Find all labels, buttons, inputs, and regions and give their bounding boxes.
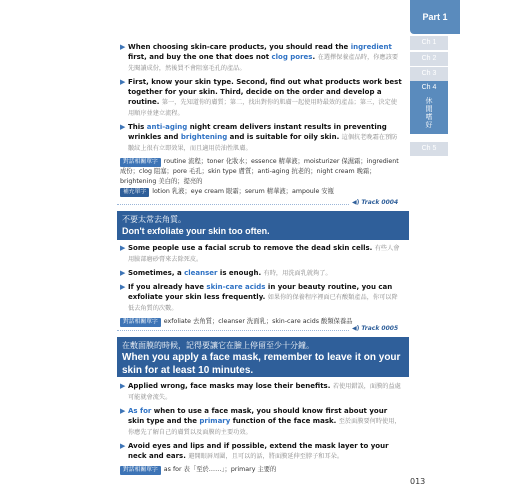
bullet-arrow-icon: ▶ [120, 442, 126, 450]
speaker-icon: ◀) [352, 325, 360, 332]
sentence-item: ▶ Applied wrong, face masks may lose their benefits. 若使用錯誤，面膜的益處可能就會流失。 [120, 382, 401, 401]
bullet-arrow-icon: ▶ [120, 123, 126, 131]
section-heading-band [117, 211, 409, 240]
part-tab: Part 1 [410, 0, 460, 34]
keyword: primary [199, 417, 231, 425]
vocab-box [120, 157, 403, 197]
sentence-item: ▶ Avoid eyes and lips and if possible, extend the mask layer to your neck and ears. 避開眼唇周圍，且可以的話，將面膜延伸至脖子和耳朵。 [120, 442, 389, 460]
keyword: brightening [180, 133, 228, 141]
bullet-arrow-icon: ▶ [120, 283, 126, 291]
extra-vocab-list: lotion 乳液；eye cream 眼霜；serum 精華液；ampoule 安瓶 [152, 188, 335, 195]
tab-ch2: Ch 2 [410, 52, 448, 66]
vocab-tag: 對話相關單字 [120, 466, 161, 475]
keyword: clog pores [271, 53, 313, 61]
translation: 有些人會用臉部磨砂膏來去除死皮。 [128, 245, 400, 263]
sentence-item: ▶ When choosing skin-care products, you should read the ingredient first, and buy the one that does not clog pores. 在選擇保養產品時，你應該要先閱讀成份，然後買不會阻塞毛孔的產品。 [120, 43, 399, 72]
translation: 第一，先知道你的膚質；第二，找出對你的肌膚一起使用時最效的產品；第三，決定使用順序並建立流程。 [128, 99, 397, 117]
audio-track-label[interactable]: ◀) Track 0005 [352, 325, 399, 332]
translation: 在選擇保養產品時，你應該要先閱讀成份，然後買不會阻塞毛孔的產品。 [128, 54, 399, 72]
vocab-tag: 對話相關單字 [120, 158, 161, 167]
bullet-arrow-icon: ▶ [120, 78, 126, 86]
sentence-item: ▶ Some people use a facial scrub to remove the dead skin cells. 有些人會用臉部磨砂膏來去除死皮。 [120, 244, 400, 263]
translation: 這個抗老晚霜在預防皺紋上很有立即效果，而且適用於油性肌膚。 [128, 134, 398, 152]
tab-ch1: Ch 1 [410, 36, 448, 50]
sentence-item: ▶ If you already have skin-care acids in your beauty routine, you can exfoliate your skin less frequently. 如果你的保養程序裡面已有酸類產品，你可以降低去角質的次數。 [120, 283, 398, 312]
heading-zh: 不要太常去角質。 [122, 215, 186, 224]
speaker-icon: ◀) [352, 199, 360, 206]
translation: 至於面膜要何時使用，你應先了解自己的膚質以及面膜的主要功效。 [128, 418, 401, 436]
keyword: skin-care acids [206, 283, 266, 291]
heading-zh: 在敷面膜的時候，記得要讓它在臉上停留至少十分鐘。 [122, 341, 314, 350]
vocab-box [120, 465, 403, 475]
tab-ch4: Ch 4 [410, 81, 448, 95]
content-column [120, 42, 403, 200]
tab-ch4-label [410, 94, 448, 134]
chapter-tabs [410, 0, 448, 500]
translation: 如果你的保養程序裡面已有酸類產品，你可以降低去角質的次數。 [128, 294, 398, 312]
keyword: cleanser [184, 269, 218, 277]
vocab-list: exfoliate 去角質；cleanser 洗面乳；skin-care acids 酸類保養品 [163, 318, 353, 325]
heading-en: When you apply a face mask, remember to leave it on your skin for at least 10 minutes. [122, 352, 401, 376]
bullet-arrow-icon: ▶ [120, 269, 126, 277]
tab-ch5: Ch 5 [410, 142, 448, 156]
bullet-arrow-icon: ▶ [120, 382, 126, 390]
bullet-arrow-icon: ▶ [120, 43, 126, 51]
keyword: anti-aging [146, 123, 188, 131]
sentence-item: ▶ First, know your skin type. Second, find out what products work best together for your skin. Third, decide on the order and develop a routine. 第一，先知道你的膚質；第二，找出對你的肌膚一起使用時最效的產品；第三，決定使用順序並建立流程。 [120, 78, 402, 117]
extra-vocab-tag: 補充單字 [120, 188, 149, 197]
keyword: ingredient [350, 43, 392, 51]
section-heading-band [117, 337, 409, 377]
vocab-list: as for 表「至於……」；primary 主要的 [163, 466, 277, 473]
sentence-item: ▶ As for when to use a face mask, you should know first about your skin type and the primary function of the face mask. 至於面膜要何時使用，你應先了解自己的膚質以及面膜的主要功效。 [120, 407, 401, 436]
divider [117, 204, 349, 205]
translation: 若使用錯誤，面膜的益處可能就會流失。 [128, 383, 401, 401]
vocab-tag: 對話相關單字 [120, 318, 161, 327]
section-1 [120, 42, 403, 197]
bullet-arrow-icon: ▶ [120, 407, 126, 415]
audio-track-label[interactable]: ◀) Track 0004 [352, 199, 399, 206]
section-2 [120, 243, 403, 330]
heading-en: Don't exfoliate your skin too often. [122, 226, 270, 236]
section-3 [120, 381, 403, 478]
sentence-item: ▶ Sometimes, a cleanser is enough. 有時，用洗面乳就夠了。 [120, 269, 332, 277]
vocab-list: routine 流程；toner 化妝水；essence 精華液；moisturizer 保濕霜；ingredient 成份；clog 阻塞；pore 毛孔；skin type 膚質；anti-aging 抗老的；night cream 晚霜；brightening 美白的；提亮的 [120, 158, 399, 185]
ch4-vertical-text: 休閒嗜好 [425, 97, 433, 129]
sentence-item: ▶ This anti-aging night cream delivers instant results in preventing wrinkles and brightening and is suitable for oily skin. 這個抗老晚霜在預防皺紋上很有立即效果，而且適用於油性肌膚。 [120, 123, 398, 152]
page-number: 013 [410, 477, 426, 486]
keyword: As for [128, 407, 152, 415]
tab-ch3: Ch 3 [410, 67, 448, 81]
bullet-arrow-icon: ▶ [120, 244, 126, 252]
translation: 有時，用洗面乳就夠了。 [263, 270, 332, 277]
translation: 避開眼唇周圍，且可以的話，將面膜延伸至脖子和耳朵。 [188, 453, 344, 460]
divider [117, 330, 349, 331]
